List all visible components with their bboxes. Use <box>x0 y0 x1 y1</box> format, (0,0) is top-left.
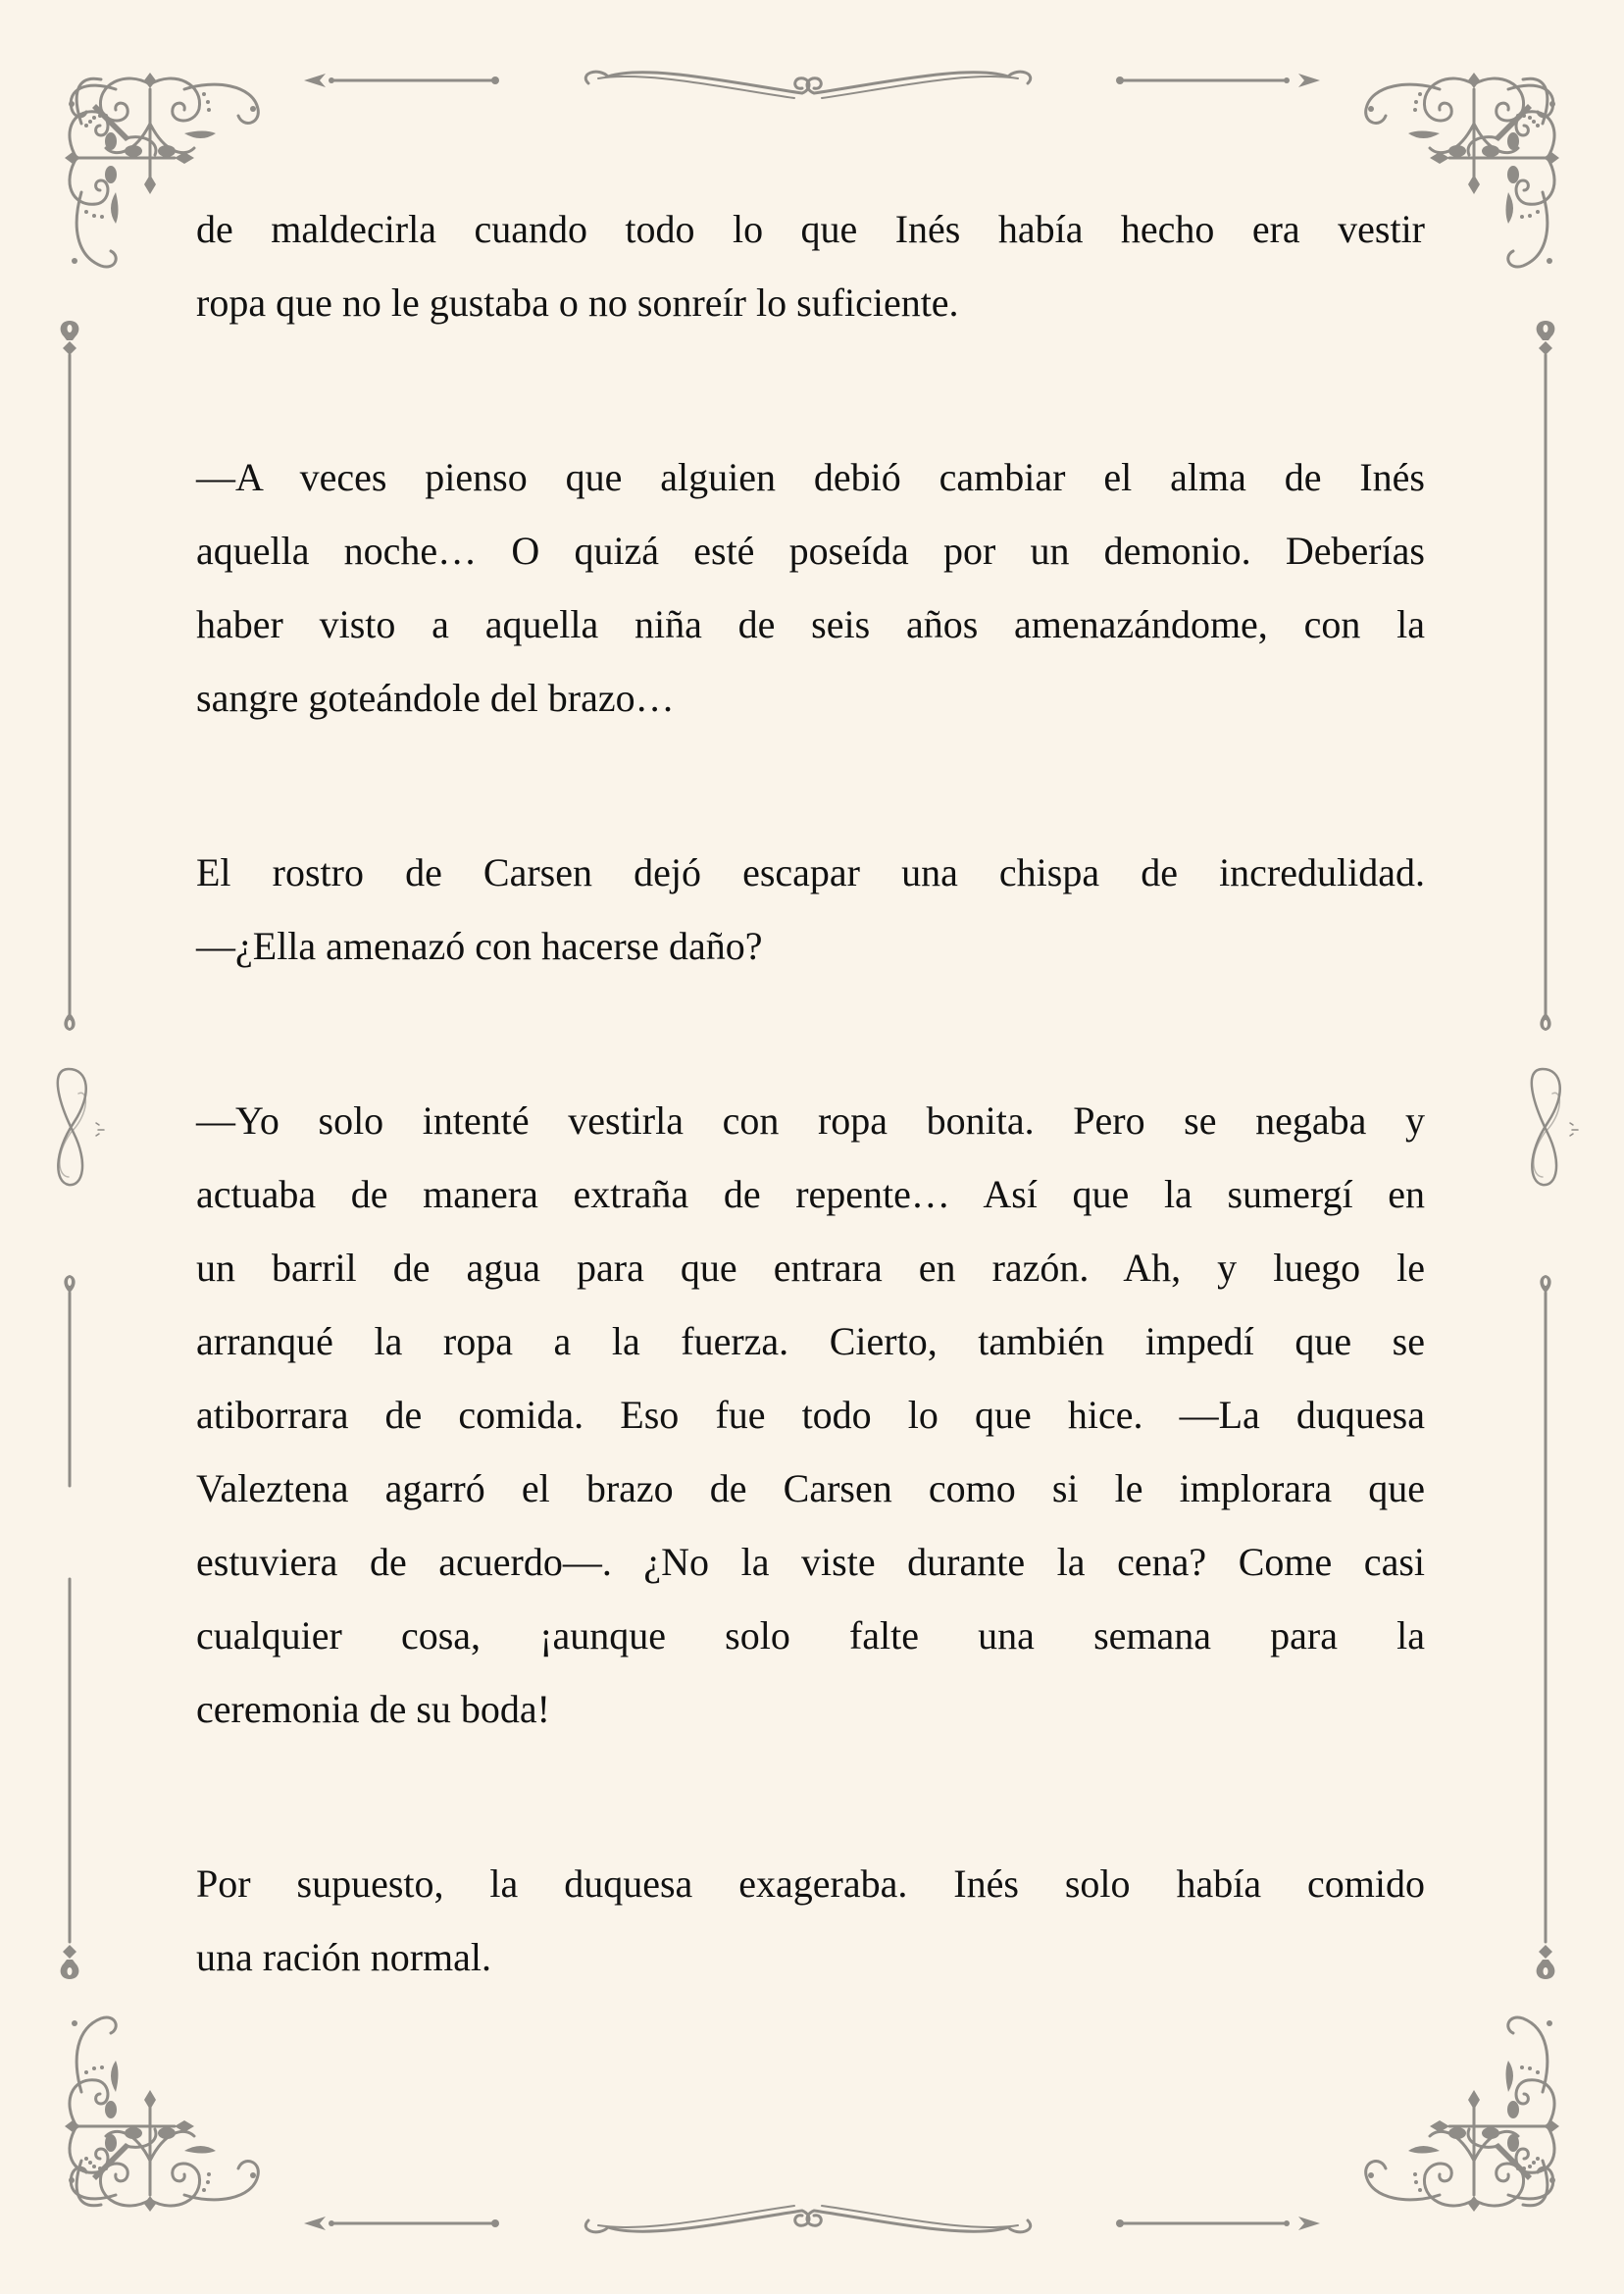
left-upper-finial-rod-icon <box>55 324 84 1040</box>
scroll-flourish-icon <box>585 72 1030 98</box>
bottom-rule-ornament <box>294 2202 1330 2241</box>
text-line: cualquier cosa, ¡aunque solo falte una semana para la <box>196 1613 1425 1657</box>
text-line: haber visto a aquella niña de seis años amenazándome, con la <box>196 602 1425 646</box>
text-line: actuaba de manera extraña de repente… Así que la sumergí en <box>196 1172 1425 1216</box>
paragraph-2 <box>196 440 1425 735</box>
text-line: sangre goteándole del brazo… <box>196 676 675 720</box>
text-line: un barril de agua para que entrara en razón. Ah, y luego le <box>196 1246 1425 1290</box>
text-line: de maldecirla cuando todo lo que Inés había hecho era vestir <box>196 207 1425 251</box>
text-line: atiborrara de comida. Eso fue todo lo que hice. —La duquesa <box>196 1393 1425 1437</box>
left-infinity-knot-icon <box>49 1069 108 1192</box>
text-line: estuviera de acuerdo—. ¿No la viste durante la cena? Come casi <box>196 1540 1425 1584</box>
text-line: —A veces pienso que alguien debió cambiar el alma de Inés <box>196 455 1425 499</box>
text-line: —¿Ella amenazó con hacerse daño? <box>196 924 763 968</box>
right-infinity-knot-icon <box>1523 1069 1582 1192</box>
text-line: ropa que no le gustaba o no sonreír lo suficiente. <box>196 280 959 325</box>
paragraph-4 <box>196 1084 1425 1746</box>
text-line: aquella noche… O quizá esté poseída por un demonio. Deberías <box>196 529 1425 573</box>
paragraph-5 <box>196 1847 1425 1994</box>
text-line: —Yo solo intenté vestirla con ropa bonita. Pero se negaba y <box>196 1098 1425 1143</box>
text-line: El rostro de Carsen dejó escapar una chispa de incredulidad. <box>196 850 1425 894</box>
text-line: ceremonia de su boda! <box>196 1687 550 1731</box>
page-text <box>196 192 1425 1994</box>
corner-flourish-bottom-right-icon <box>1356 2009 1567 2219</box>
text-line: Por supuesto, la duquesa exageraba. Inés solo había comido <box>196 1861 1425 1906</box>
left-lower-finial-rod-icon <box>55 1260 84 1976</box>
top-rule-ornament <box>294 59 1330 98</box>
right-upper-finial-rod-icon <box>1531 324 1560 1040</box>
right-lower-finial-rod-icon <box>1531 1260 1560 1976</box>
text-line: una ración normal. <box>196 1935 491 1979</box>
corner-flourish-bottom-left-icon <box>57 2009 268 2219</box>
paragraph-1 <box>196 192 1425 339</box>
text-line: Valeztena agarró el brazo de Carsen como si le implorara que <box>196 1466 1425 1510</box>
paragraph-3 <box>196 836 1425 983</box>
text-line: arranqué la ropa a la fuerza. Cierto, también impedí que se <box>196 1319 1425 1363</box>
